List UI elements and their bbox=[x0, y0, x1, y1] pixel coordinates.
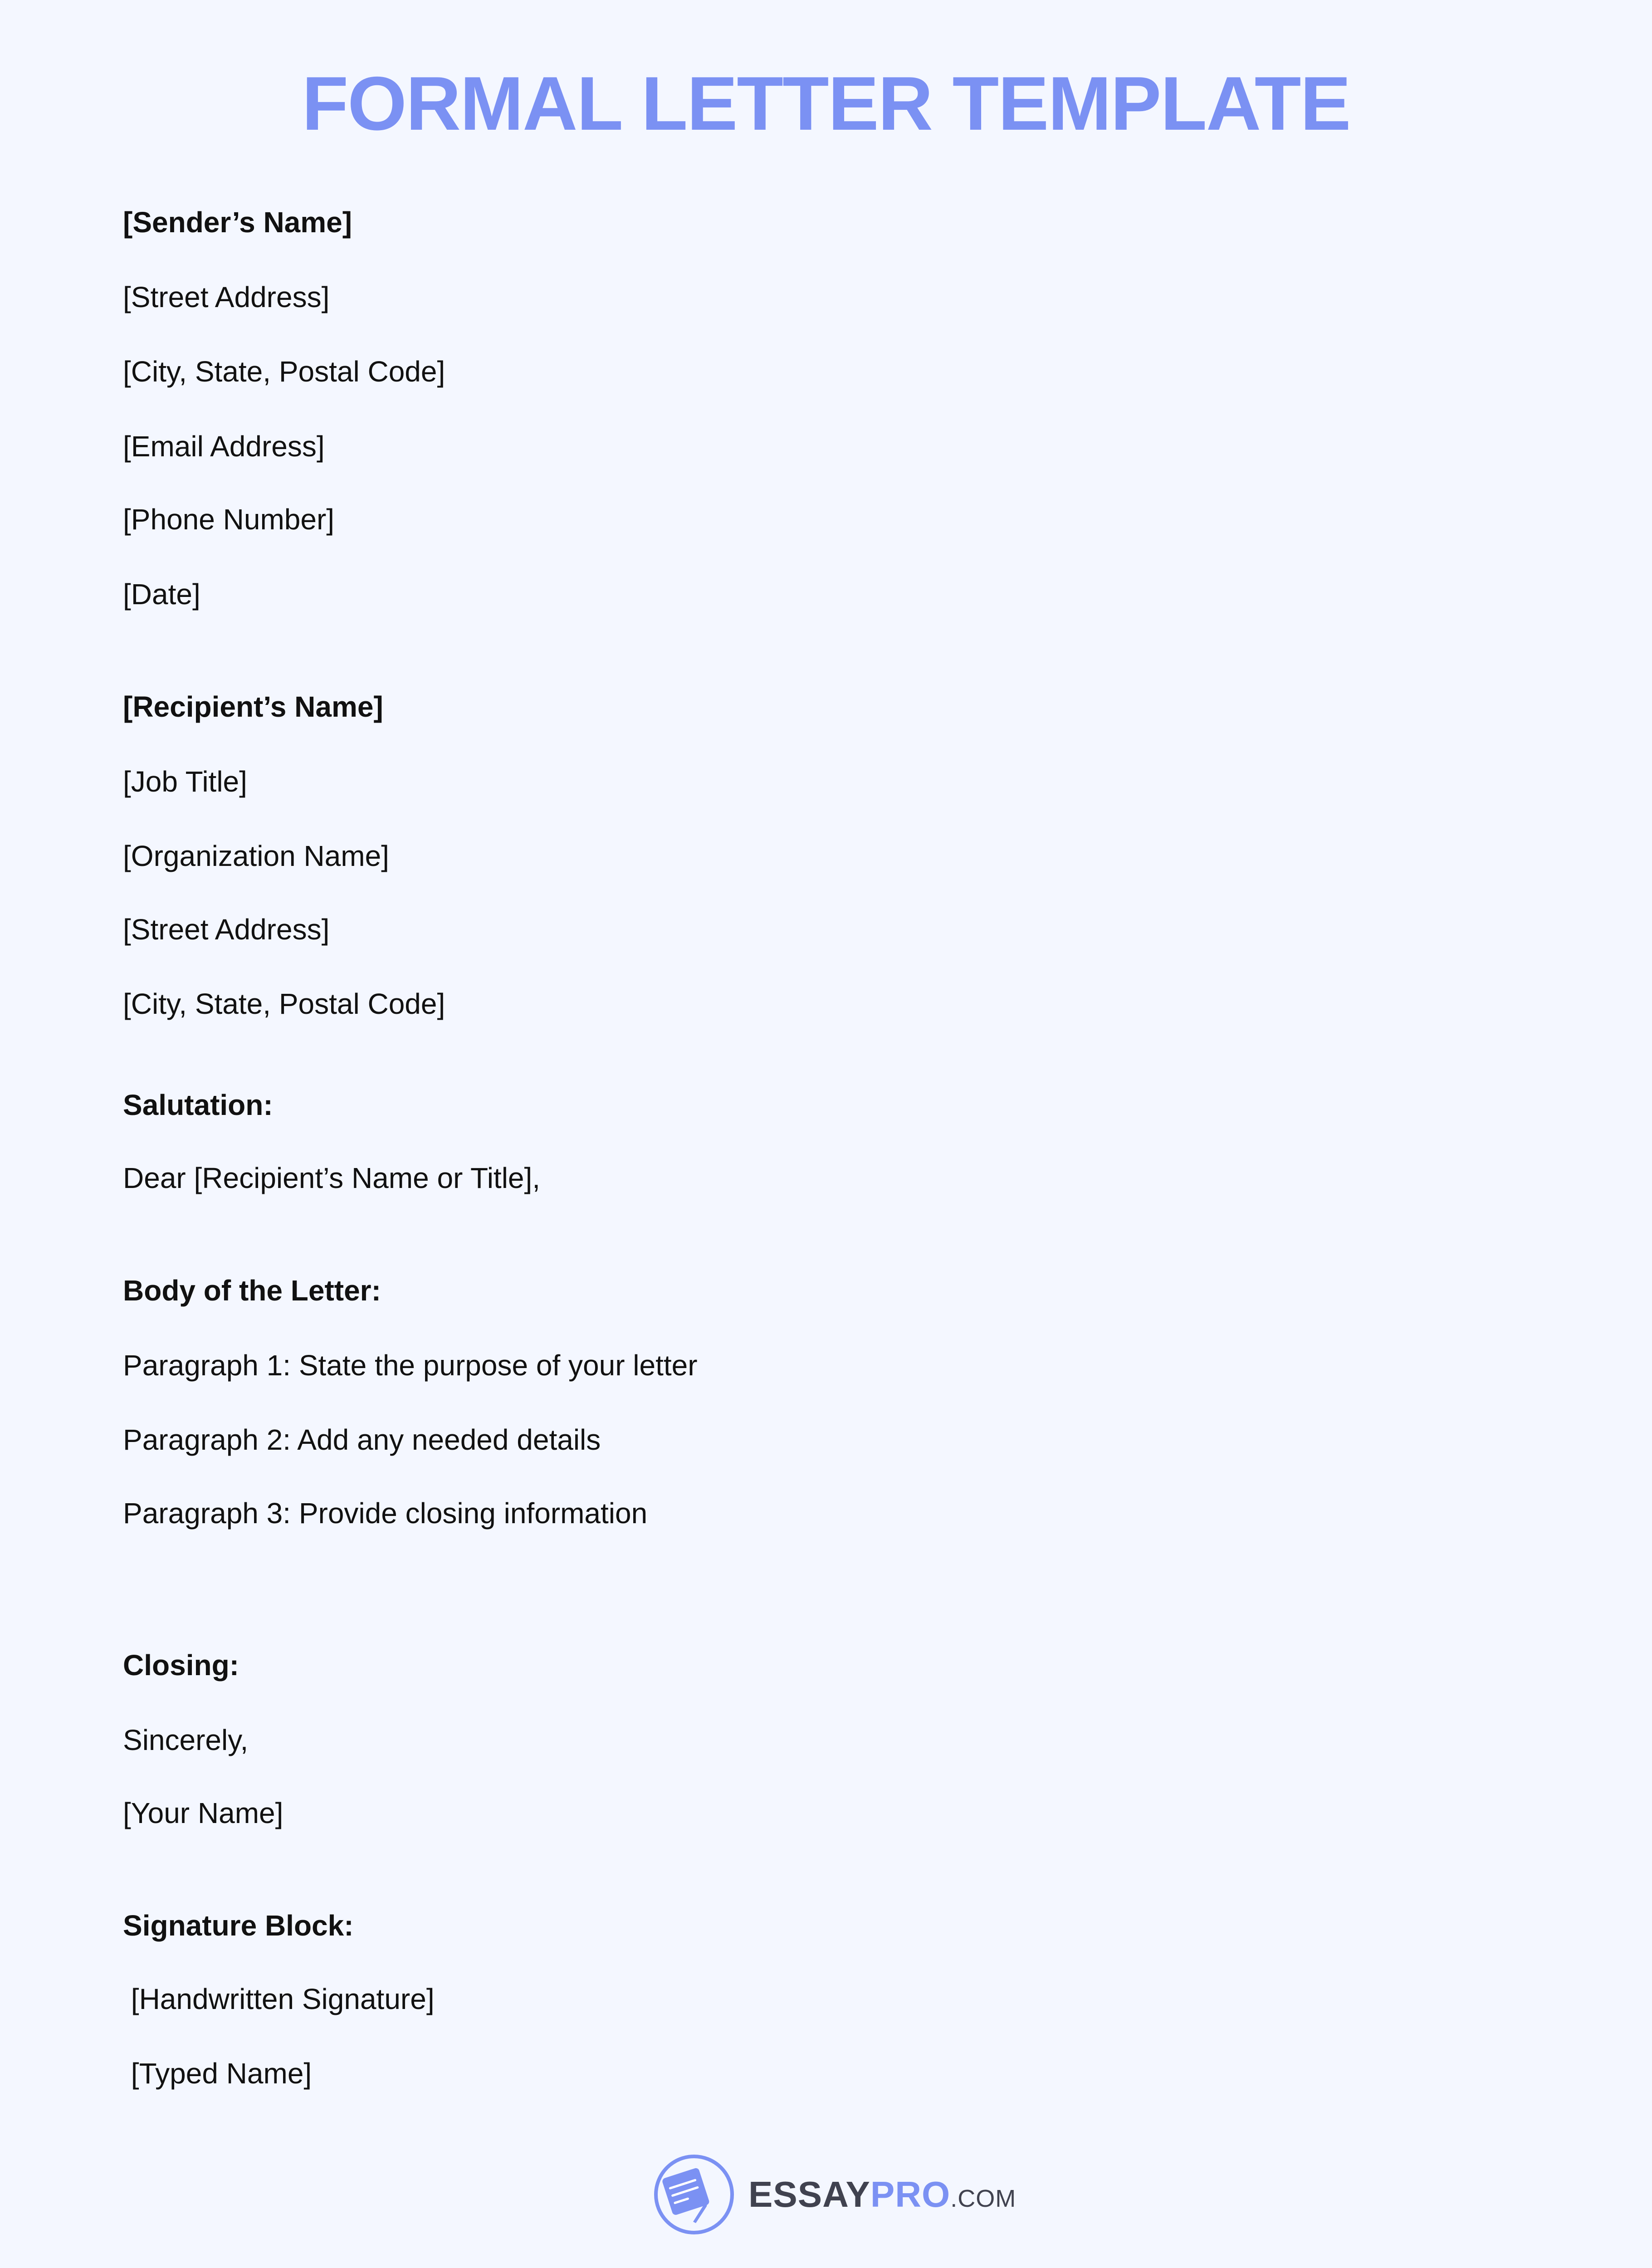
recipient-city: [City, State, Postal Code] bbox=[123, 987, 445, 1020]
signature-handwritten: [Handwritten Signature] bbox=[123, 1983, 435, 2015]
recipient-street: [Street Address] bbox=[123, 913, 330, 946]
logo-wordmark bbox=[748, 2174, 1016, 2215]
essaypro-logo bbox=[653, 2154, 1016, 2235]
sender-phone: [Phone Number] bbox=[123, 503, 335, 536]
body-paragraph-3: Paragraph 3: Provide closing information bbox=[123, 1497, 648, 1530]
signature-typed: [Typed Name] bbox=[123, 2057, 312, 2090]
logo-brand: ESSAY bbox=[748, 2174, 870, 2214]
sender-street: [Street Address] bbox=[123, 281, 330, 313]
salutation-heading: Salutation: bbox=[123, 1089, 273, 1121]
page-title: FORMAL LETTER TEMPLATE bbox=[302, 61, 1350, 146]
body-heading: Body of the Letter: bbox=[123, 1274, 381, 1307]
sender-city: [City, State, Postal Code] bbox=[123, 355, 445, 388]
closing-name: [Your Name] bbox=[123, 1797, 283, 1829]
recipient-org: [Organization Name] bbox=[123, 840, 389, 872]
logo-tld: .COM bbox=[950, 2185, 1017, 2212]
body-paragraph-1: Paragraph 1: State the purpose of your letter bbox=[123, 1349, 698, 1382]
sender-date: [Date] bbox=[123, 578, 200, 611]
sender-email: [Email Address] bbox=[123, 430, 325, 463]
logo-pro: PRO bbox=[870, 2174, 951, 2214]
body-paragraph-2: Paragraph 2: Add any needed details bbox=[123, 1423, 601, 1456]
signature-heading: Signature Block: bbox=[123, 1909, 354, 1942]
closing-text: Sincerely, bbox=[123, 1724, 249, 1756]
recipient-name: [Recipient’s Name] bbox=[123, 690, 383, 723]
closing-heading: Closing: bbox=[123, 1649, 239, 1681]
sender-name: [Sender’s Name] bbox=[123, 206, 352, 239]
notepad-pencil-icon bbox=[653, 2154, 735, 2235]
recipient-job: [Job Title] bbox=[123, 765, 247, 798]
salutation-text: Dear [Recipient’s Name or Title], bbox=[123, 1162, 541, 1194]
